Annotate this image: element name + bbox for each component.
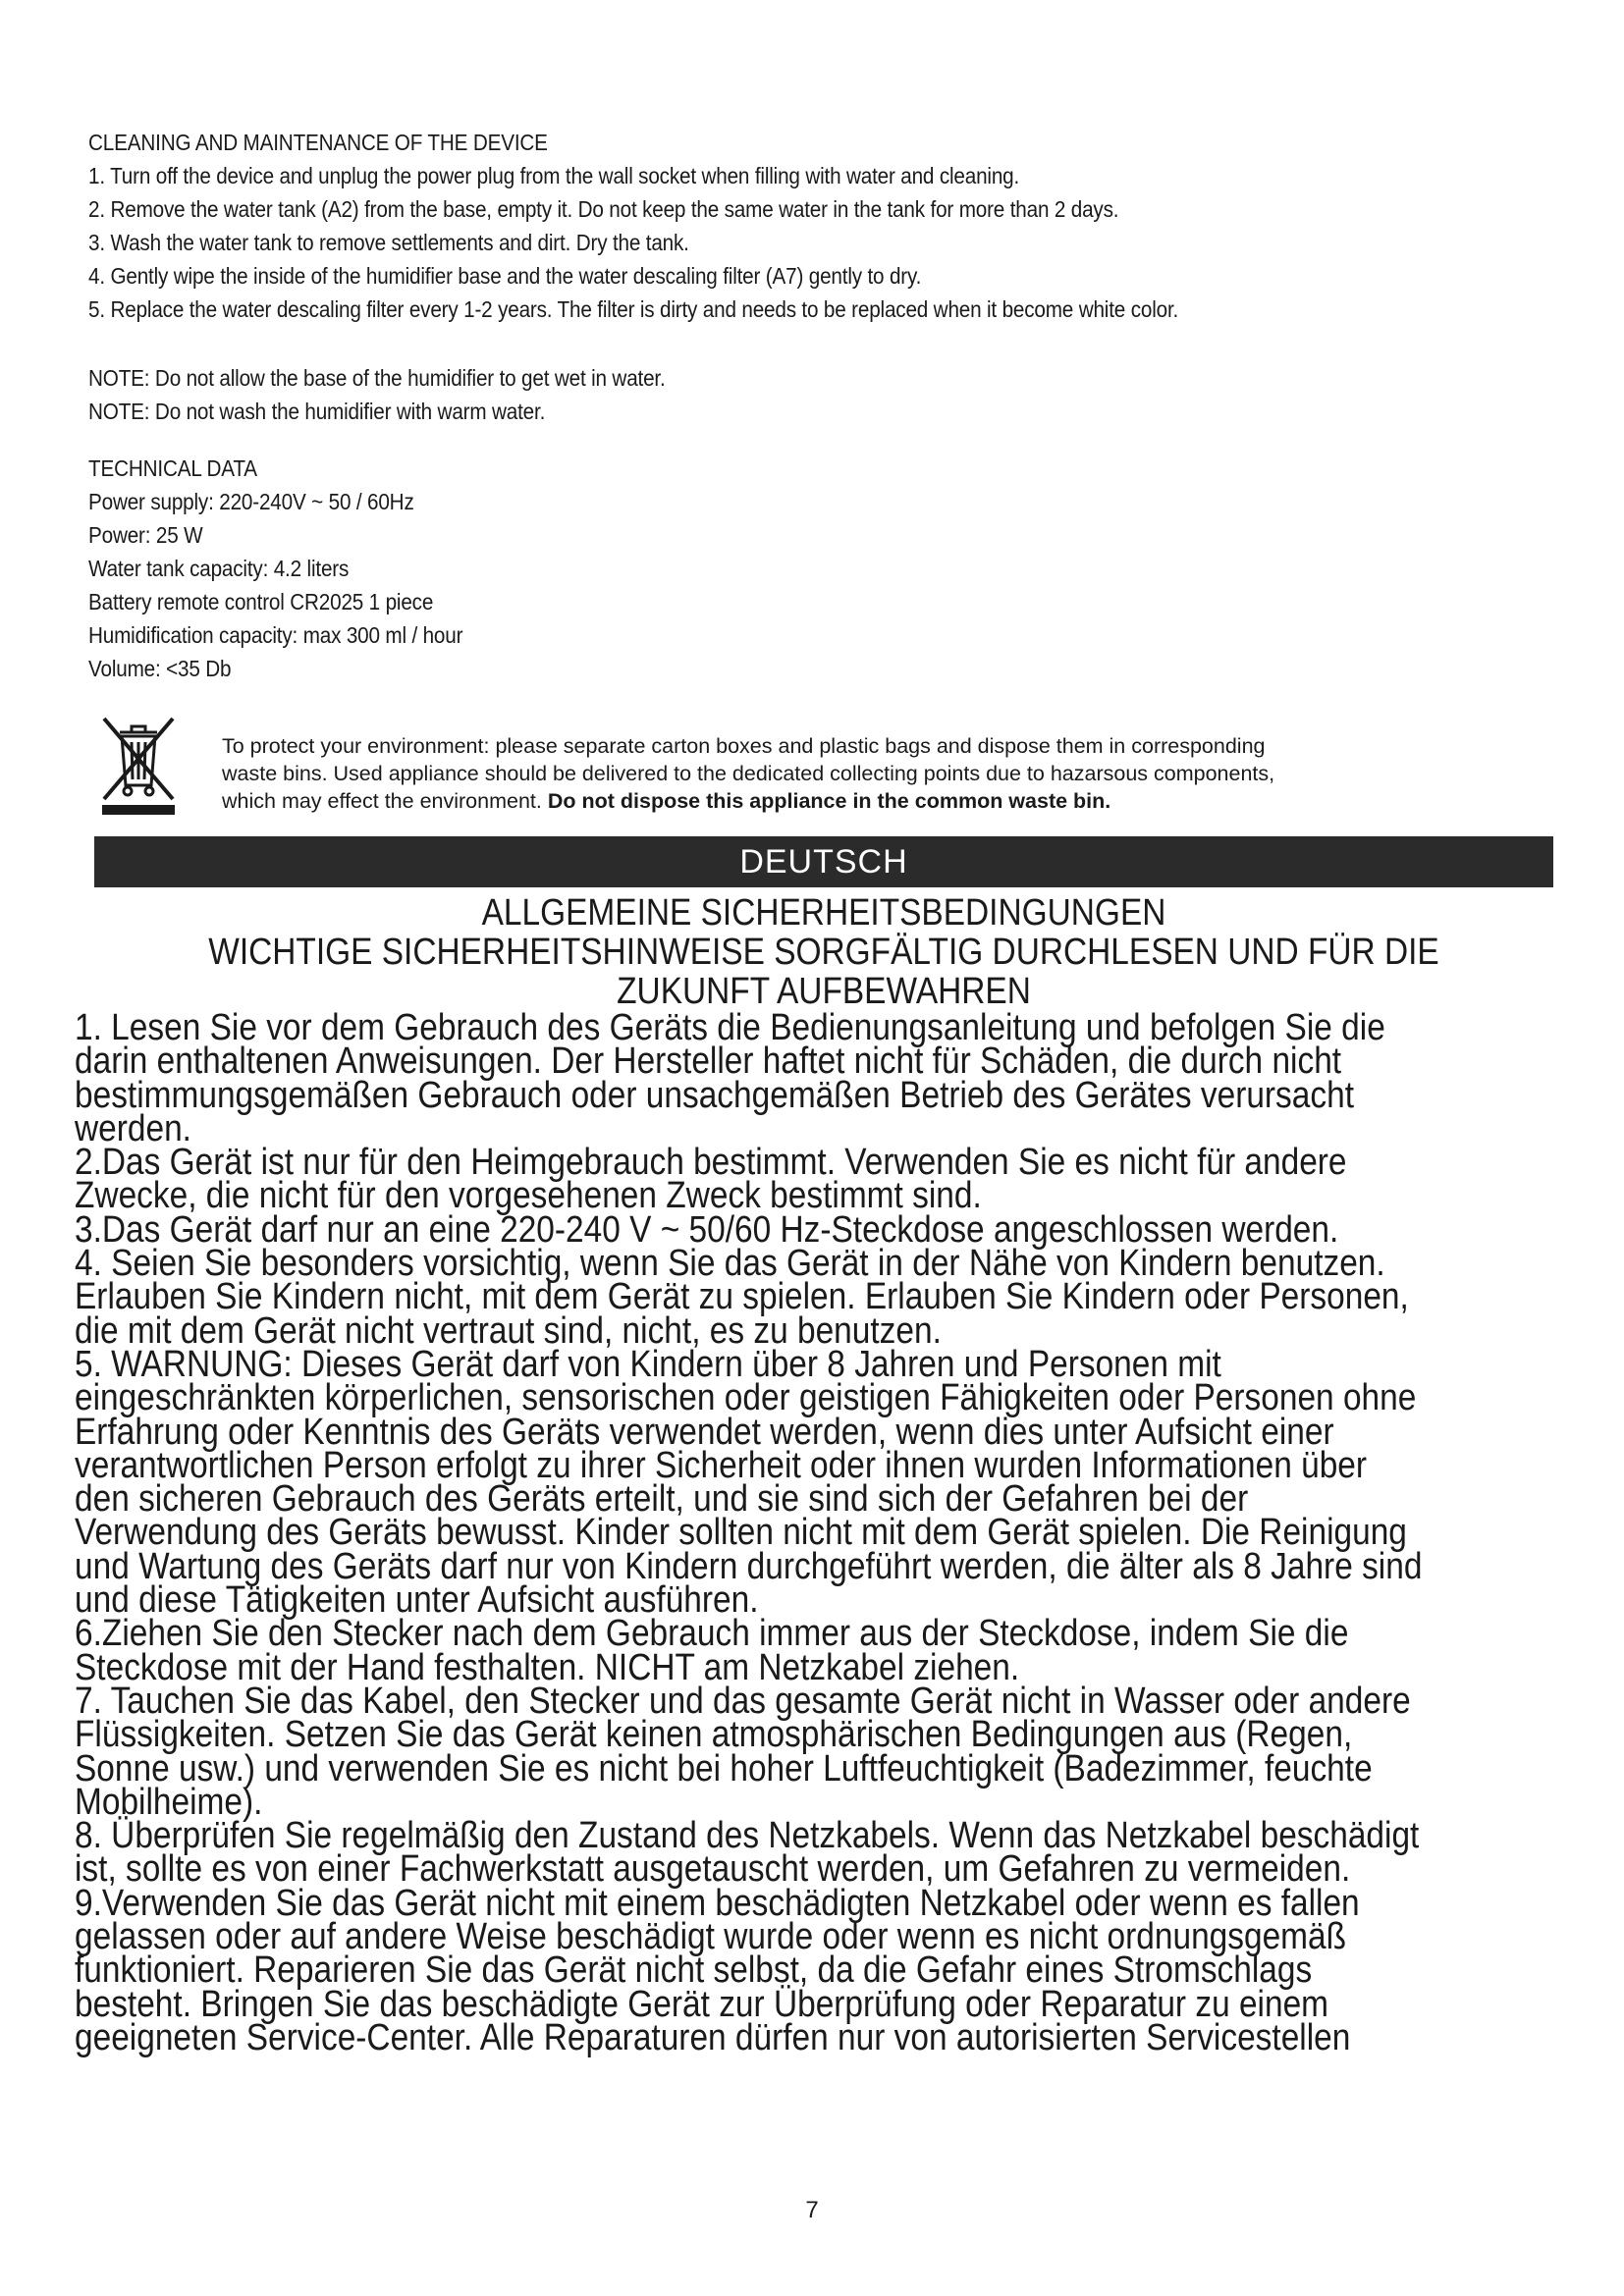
environment-line: To protect your environment: please separate carton boxes and plastic bags and dispose them in corresponding (222, 734, 1266, 758)
german-text-line: Erfahrung oder Kenntnis des Geräts verwendet werden, wenn dies unter Aufsicht einer (75, 1411, 1334, 1453)
german-text-line: funktioniert. Reparieren Sie das Gerät nicht selbst, da die Gefahr eines Stromschlags (75, 1949, 1313, 1992)
environment-warning: Do not dispose this appliance in the common waste bin. (547, 789, 1111, 813)
technical-item: Water tank capacity: 4.2 liters (88, 556, 350, 581)
cleaning-section (88, 126, 1551, 326)
technical-title: TECHNICAL DATA (88, 455, 257, 481)
german-text-line: den sicheren Gebrauch des Geräts erteilt, und sie sind sich der Gefahren bei der (75, 1478, 1249, 1521)
german-text-line: Erlauben Sie Kindern nicht, mit dem Gerät zu spielen. Erlauben Sie Kindern oder Personen, (75, 1276, 1409, 1318)
german-text-line: 6.Ziehen Sie den Stecker nach dem Gebrauch immer aus der Steckdose, indem Sie die (75, 1613, 1349, 1655)
note-line: NOTE: Do not wash the humidifier with warm water. (88, 399, 546, 424)
environment-text (222, 732, 1577, 815)
german-text-line: die mit dem Gerät nicht vertraut sind, nicht, es zu benutzen. (75, 1309, 942, 1352)
technical-item: Power: 25 W (88, 522, 203, 548)
german-headings (94, 893, 1553, 1011)
german-text-line: 8. Überprüfen Sie regelmäßig den Zustand des Netzkabels. Wenn das Netzkabel beschädigt (75, 1815, 1420, 1857)
technical-item: Volume: <35 Db (88, 656, 232, 681)
german-text-line: werden. (75, 1107, 191, 1149)
german-text-line: 1. Lesen Sie vor dem Gebrauch des Geräts die Bedienungsanleitung und befolgen Sie die (75, 1007, 1385, 1048)
german-heading: ALLGEMEINE SICHERHEITSBEDINGUNGEN (481, 892, 1166, 934)
german-text-line: besteht. Bringen Sie das beschädigte Gerät zur Überprüfung oder Reparatur zu einem (75, 1983, 1329, 2025)
german-text-line: ist, sollte es von einer Fachwerkstatt ausgetauscht werden, um Gefahren zu vermeiden. (75, 1848, 1351, 1891)
german-text-line: darin enthaltenen Anweisungen. Der Hersteller haftet nicht für Schäden, die durch nicht (75, 1041, 1342, 1083)
german-safety-text (75, 1007, 1567, 2058)
german-text-line: 2.Das Gerät ist nur für den Heimgebrauch bestimmt. Verwenden Sie es nicht für andere (75, 1142, 1347, 1184)
cleaning-title: CLEANING AND MAINTENANCE OF THE DEVICE (88, 130, 548, 155)
weee-crossed-bin-icon (94, 713, 183, 817)
german-text-line: gelassen oder auf andere Weise beschädigt wurde oder wenn es nicht ordnungsgemäß (75, 1916, 1347, 1958)
cleaning-item: 2. Remove the water tank (A2) from the base, empty it. Do not keep the same water in the tank for more than 2 days. (88, 196, 1119, 222)
german-text-line: Mobilheime). (75, 1781, 263, 1823)
note-line: NOTE: Do not allow the base of the humidifier to get wet in water. (88, 365, 666, 391)
language-section-bar: DEUTSCH (94, 836, 1553, 887)
german-text-line: und Wartung des Geräts darf nur von Kindern durchgeführt werden, die älter als 8 Jahre sind (75, 1545, 1423, 1587)
german-text-line: und diese Tätigkeiten unter Aufsicht ausführen. (75, 1579, 759, 1622)
environment-line (222, 787, 1577, 815)
german-text-line: eingeschränkten körperlichen, sensorischen oder geistigen Fähigkeiten oder Personen ohne (75, 1377, 1417, 1419)
german-text-line: 4. Seien Sie besonders vorsichtig, wenn Sie das Gerät in der Nähe von Kindern benutzen. (75, 1243, 1385, 1285)
german-text-line: bestimmungsgemäßen Gebrauch oder unsachgemäßen Betrieb des Gerätes verursacht (75, 1074, 1354, 1116)
environment-line3-normal: which may effect the environment. (222, 789, 542, 813)
german-heading: ZUKUNFT AUFBEWAHREN (617, 971, 1031, 1012)
german-heading: WICHTIGE SICHERHEITSHINWEISE SORGFÄLTIG DURCHLESEN UND FÜR DIE (208, 932, 1439, 973)
german-text-line: 9.Verwenden Sie das Gerät nicht mit einem beschädigten Netzkabel oder wenn es fallen (75, 1882, 1360, 1924)
cleaning-item: 4. Gently wipe the inside of the humidifier base and the water descaling filter (A7) gently to dry. (88, 263, 922, 289)
notes-section (88, 361, 1551, 428)
german-text-line: Sonne usw.) und verwenden Sie es nicht bei hoher Luftfeuchtigkeit (Badezimmer, feuchte (75, 1747, 1373, 1789)
german-text-line: verantwortlichen Person erfolgt zu ihrer Sicherheit oder ihnen wurden Informationen über (75, 1444, 1368, 1486)
german-text-line: 7. Tauchen Sie das Kabel, den Stecker und das gesamte Gerät nicht in Wasser oder andere (75, 1680, 1411, 1722)
german-text-line: 5. WARNUNG: Dieses Gerät darf von Kindern über 8 Jahren und Personen mit (75, 1343, 1221, 1385)
german-text-line: Verwendung des Geräts bewusst. Kinder sollten nicht mit dem Gerät spielen. Die Reinigung (75, 1512, 1407, 1554)
german-text-line: Flüssigkeiten. Setzen Sie das Gerät keinen atmosphärischen Bedingungen aus (Regen, (75, 1714, 1353, 1756)
cleaning-item: 5. Replace the water descaling filter every 1-2 years. The filter is dirty and needs to be replaced when it become white color. (88, 296, 1179, 322)
german-text-line: Zwecke, die nicht für den vorgesehenen Zweck bestimmt sind. (75, 1175, 982, 1217)
cleaning-item: 3. Wash the water tank to remove settlements and dirt. Dry the tank. (88, 230, 689, 255)
technical-item: Battery remote control CR2025 1 piece (88, 589, 434, 614)
german-text-line: geeigneten Service-Center. Alle Reparaturen dürfen nur von autorisierten Servicestellen (75, 2016, 1351, 2058)
technical-item: Power supply: 220-240V ~ 50 / 60Hz (88, 489, 414, 514)
german-text-line: 3.Das Gerät darf nur an eine 220-240 V ~ 50/60 Hz-Steckdose angeschlossen werden. (75, 1208, 1339, 1251)
environment-notice (94, 713, 1547, 821)
cleaning-item: 1. Turn off the device and unplug the power plug from the wall socket when filling with water and cleaning. (88, 163, 1020, 188)
technical-data-section (88, 452, 1551, 685)
page-number: 7 (805, 2197, 819, 2223)
german-text-line: Steckdose mit der Hand festhalten. NICHT am Netzkabel ziehen. (75, 1646, 1020, 1688)
technical-item: Humidification capacity: max 300 ml / hour (88, 622, 463, 648)
environment-line: waste bins. Used appliance should be delivered to the dedicated collecting points due to hazarsous components, (222, 762, 1275, 785)
